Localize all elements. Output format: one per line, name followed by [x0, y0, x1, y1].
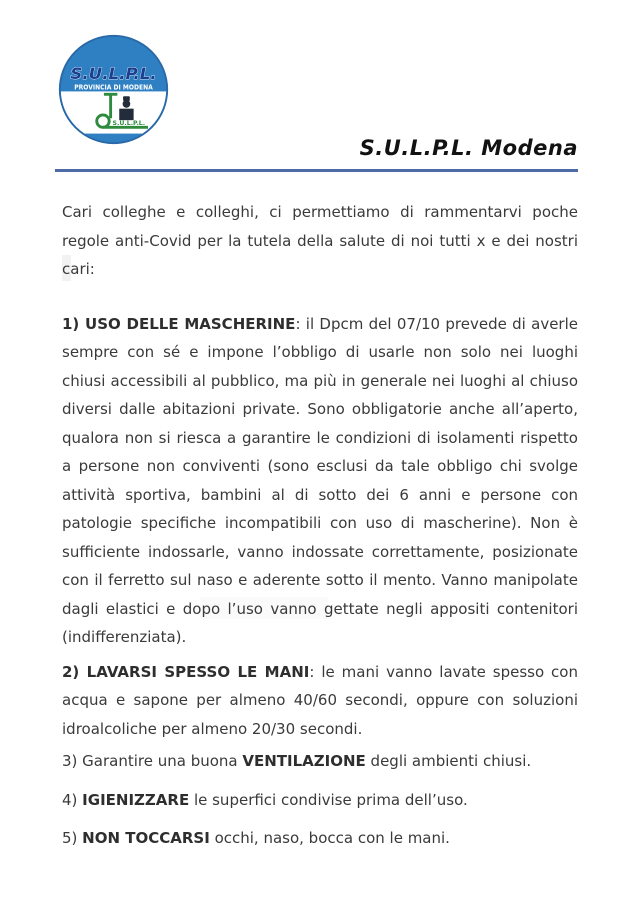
body-text: le superfici condivise prima dell’uso.: [189, 790, 468, 809]
paragraph-4: [62, 747, 578, 776]
sulpl-logo-graphic: [56, 32, 171, 147]
logo-band-text: PROVINCIA DI MODENA: [74, 83, 154, 92]
paragraph-3: [62, 658, 578, 744]
bold-text: NON TOCCARSI: [82, 829, 210, 847]
logo-small-text: S.U.L.P.L.: [112, 119, 146, 127]
body-text: degli ambienti chiusi.: [365, 752, 532, 770]
body-text: 3) Garantire una buona: [62, 752, 243, 770]
body-text: 4): [62, 790, 83, 809]
body-text: Cari colleghe e colleghi, ci permettiamo di rammentarvi poche regole anti-Covid per la tutela della salute di noi tutti x e dei nostri cari:: [62, 203, 578, 278]
body-text: : il Dpcm del 07/10 prevede di averle sempre con sé e impone l’obbligo di usarle non solo nei luoghi chiusi accessibili al pubblico, ma più in generale nei luoghi al chiuso diversi dalle abitazioni private. Sono obbligatorie anche all’aperto, qualora non si riesca a garantire le condizioni di isolamenti rispetto a persone non conviventi (sono esclusi da tale obbligo chi svolge attività sportiva, bambini al di sotto dei 6 anni e persone con patologie specifiche incompatibili con uso di mascherine). Non è sufficiente indossarle, vanno indossate correttamente, posizionate con il ferretto sul naso e aderente sotto il mento. Vanno manipolate dagli elastici e dopo l’uso vanno gettate negli appositi contenitori (indifferenziata).: [62, 314, 578, 646]
logo-main-text: S.U.L.P.L.: [70, 63, 157, 83]
paragraph-6: [62, 824, 578, 853]
sulpl-logo: [56, 32, 171, 147]
body-text: 5): [62, 829, 83, 847]
bold-text: 2) LAVARSI SPESSO LE MANI: [62, 662, 310, 681]
body-text: occhi, naso, bocca con le mani.: [209, 829, 450, 847]
paragraph-5: [62, 786, 578, 815]
bold-text: VENTILAZIONE: [242, 752, 366, 770]
paragraph-1: [62, 198, 578, 284]
title-underline: [55, 169, 578, 172]
page-title: S.U.L.P.L. Modena: [359, 136, 578, 160]
paragraph-2: [62, 310, 578, 652]
body-text: : le mani vanno lavate spesso con acqua e sapone per almeno 40/60 secondi, oppure con soluzioni idroalcoliche per almeno 20/30 secondi.: [62, 662, 578, 738]
bold-text: IGIENIZZARE: [82, 790, 190, 809]
document-body: [62, 198, 578, 853]
bold-text: 1) USO DELLE MASCHERINE: [62, 314, 296, 333]
